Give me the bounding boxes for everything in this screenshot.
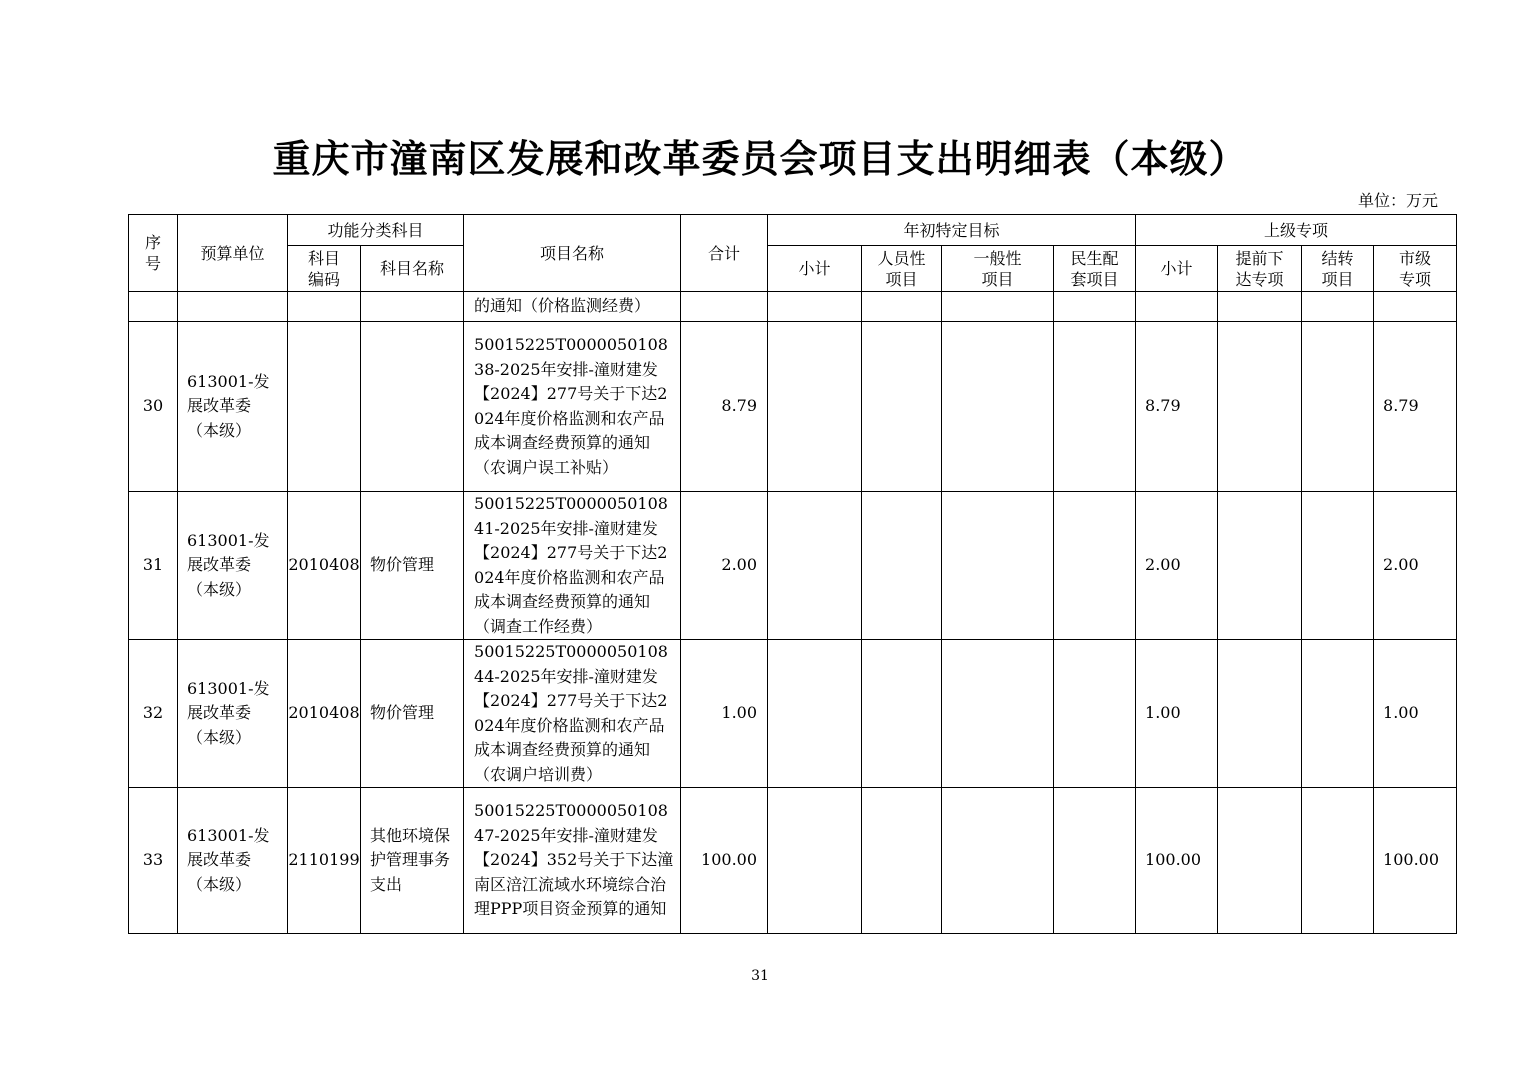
- cell-upper-city: 2.00: [1374, 492, 1457, 640]
- header-subject-code: 科目编码: [288, 246, 361, 292]
- header-upper-carryover: 结转项目: [1302, 246, 1374, 292]
- cell-seq: 30: [129, 322, 178, 492]
- header-special-subtotal: 小计: [768, 246, 862, 292]
- cell-total: 2.00: [681, 492, 768, 640]
- cell-subject-name: 物价管理: [361, 492, 464, 640]
- cell-subject-name: 物价管理: [361, 640, 464, 788]
- cell-upper-subtotal: 8.79: [1136, 322, 1218, 492]
- cell-subject-code: [288, 322, 361, 492]
- header-upper-advance: 提前下达专项: [1218, 246, 1302, 292]
- header-special-livelihood: 民生配套项目: [1054, 246, 1136, 292]
- table-row: [129, 322, 1457, 492]
- header-unit: 预算单位: [178, 215, 288, 292]
- cell-subject-code: 2010408: [288, 492, 361, 640]
- table-row: [129, 492, 1457, 640]
- cell-upper-subtotal: 1.00: [1136, 640, 1218, 788]
- header-upper-subtotal: 小计: [1136, 246, 1218, 292]
- unit-label: 单位：万元: [1358, 191, 1439, 210]
- cell-total: 100.00: [681, 788, 768, 934]
- page-number: 31: [751, 968, 769, 984]
- cell-upper-subtotal: 100.00: [1136, 788, 1218, 934]
- cell-subject-code: 2110199: [288, 788, 361, 934]
- cell-unit: 613001-发展改革委（本级）: [178, 640, 288, 788]
- cell-total: 8.79: [681, 322, 768, 492]
- cell-project-name: 50015225T000005010838-2025年安排-潼财建发【2024】277号关于下达2024年度价格监测和农产品成本调查经费预算的通知（农调户误工补贴）: [464, 322, 681, 492]
- header-upper-city: 市级专项: [1374, 246, 1457, 292]
- cell-seq: 33: [129, 788, 178, 934]
- cell-subject-name: 其他环境保护管理事务支出: [361, 788, 464, 934]
- cell-seq: 31: [129, 492, 178, 640]
- cell-project-name: 50015225T000005010841-2025年安排-潼财建发【2024】277号关于下达2024年度价格监测和农产品成本调查经费预算的通知（调查工作经费）: [464, 492, 681, 640]
- cell-subject-name: [361, 322, 464, 492]
- header-special-general: 一般性项目: [942, 246, 1054, 292]
- cell-unit: 613001-发展改革委（本级）: [178, 788, 288, 934]
- table-row: [129, 292, 1457, 322]
- header-seq: 序号: [129, 215, 178, 292]
- cell-project-name: 50015225T000005010847-2025年安排-潼财建发【2024】352号关于下达潼南区涪江流域水环境综合治理PPP项目资金预算的通知: [464, 788, 681, 934]
- expenditure-table: [128, 214, 1457, 934]
- cell-project-name: 50015225T000005010844-2025年安排-潼财建发【2024】277号关于下达2024年度价格监测和农产品成本调查经费预算的通知（农调户培训费）: [464, 640, 681, 788]
- cell-upper-subtotal: 2.00: [1136, 492, 1218, 640]
- cell-project-name: 的通知（价格监测经费）: [464, 292, 681, 322]
- cell-unit: 613001-发展改革委（本级）: [178, 492, 288, 640]
- cell-unit: 613001-发展改革委（本级）: [178, 322, 288, 492]
- page-title: 重庆市潼南区发展和改革委员会项目支出明细表（本级）: [272, 137, 1248, 181]
- header-special-personnel: 人员性项目: [862, 246, 942, 292]
- header-subject-name: 科目名称: [361, 246, 464, 292]
- table-row: [129, 788, 1457, 934]
- cell-total: 1.00: [681, 640, 768, 788]
- header-project-name: 项目名称: [464, 215, 681, 292]
- header-special-group: 年初特定目标: [768, 215, 1136, 246]
- cell-upper-city: 100.00: [1374, 788, 1457, 934]
- cell-upper-city: 1.00: [1374, 640, 1457, 788]
- header-func-group: 功能分类科目: [288, 215, 464, 246]
- cell-upper-city: 8.79: [1374, 322, 1457, 492]
- header-upper-group: 上级专项: [1136, 215, 1457, 246]
- header-total: 合计: [681, 215, 768, 292]
- cell-subject-code: 2010408: [288, 640, 361, 788]
- cell-seq: 32: [129, 640, 178, 788]
- table-row: [129, 640, 1457, 788]
